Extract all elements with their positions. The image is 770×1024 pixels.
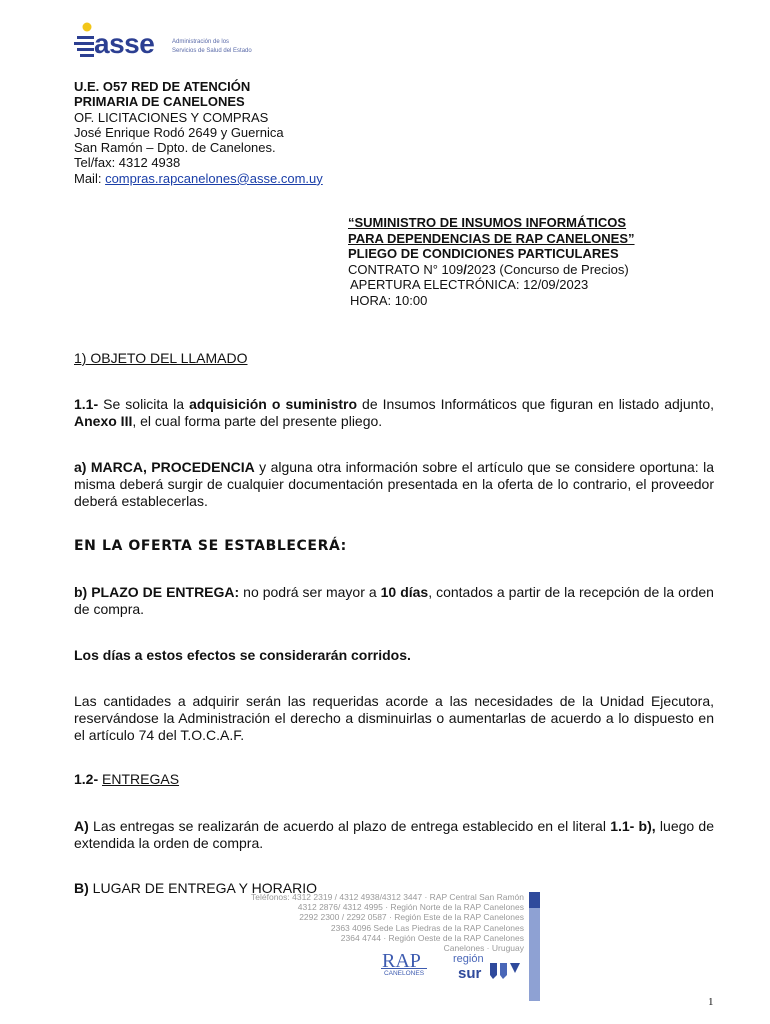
opening-time: HORA: 10:00 (350, 292, 428, 308)
region-sur-mark-icon (490, 963, 522, 979)
paragraph-a-marca: a) MARCA, PROCEDENCIA y alguna otra información sobre el artículo que se considere oportuna: la misma deberá surgir de cualquier documentación presentada en la oferta de lo contrario, el proveedor deberá establecerlas. (74, 459, 714, 509)
paragraph-1-1: 1.1- Se solicita la adquisición o suministro de Insumos Informáticos que figuran en listado adjunto, Anexo III, el cual forma parte del presente pliego. (74, 396, 715, 429)
footer-bar-dark (529, 892, 540, 908)
title-line1: “SUMINISTRO DE INSUMOS INFORMÁTICOS (348, 215, 627, 230)
footer-phone-list: Teléfonos: 4312 2319 / 4312 4938/4312 3447 · RAP Central San Ramón 4312 2876/ 4312 4995 · Región Norte de la RAP Canelones 2292 2300 / 2292 0587 · Región Este de la RAP Canelones 2363 4096 Sede Las Piedras de la RAP Canelones 2364 4744 · Región Oeste de la RAP Canelones Canelones · Uruguay (251, 892, 524, 954)
opening-date: APERTURA ELECTRÓNICA: 12/09/2023 (350, 277, 589, 292)
asse-logo (74, 20, 254, 64)
logo-tagline: Administración de los Servicios de Salud del Estado (172, 39, 252, 54)
pliego-title: PLIEGO DE CONDICIONES PARTICULARES (348, 246, 619, 261)
email-link[interactable]: compras.rapcanelones@asse.com.uy (105, 170, 323, 186)
unit-name-line1: U.E. O57 RED DE ATENCIÓN (74, 79, 251, 94)
paragraph-b-plazo: b) PLAZO DE ENTREGA: no podrá ser mayor a 10 días, contados a partir de la recepción de la orden de compra. (74, 584, 714, 617)
footer-bar-light (529, 908, 540, 1001)
asse-logo-icon (74, 22, 96, 62)
page-number: 1 (708, 996, 714, 1008)
street-address: José Enrique Rodó 2649 y Guernica (74, 124, 284, 140)
office-name: OF. LICITACIONES Y COMPRAS (74, 109, 269, 125)
region-logo-text: región (453, 953, 484, 965)
paragraph-A-entregas: A) Las entregas se realizarán de acuerdo al plazo de entrega establecido en el literal 1.1- b), luego de extendida la orden de compra. (74, 818, 714, 851)
logo-word: asse (94, 28, 155, 59)
paragraph-dias-corridos: Los días a estos efectos se considerarán corridos. (74, 647, 411, 663)
section-heading-entregas: 1.2- ENTREGAS (74, 771, 180, 787)
unit-name-line2: PRIMARIA DE CANELONES (74, 94, 245, 110)
paragraph-B-lugar: B) LUGAR DE ENTREGA Y HORARIO (74, 880, 317, 896)
title-line2: PARA DEPENDENCIAS DE RAP CANELONES” (348, 230, 635, 246)
mail-line: Mail: compras.rapcanelones@asse.com.uy (74, 170, 323, 186)
rap-logo-subtext: CANELONES (381, 968, 427, 977)
phone-fax: Tel/fax: 4312 4938 (74, 155, 181, 171)
title-block (348, 215, 635, 308)
region-logo-sur: sur (458, 965, 482, 982)
city-address: San Ramón – Dpto. de Canelones. (74, 140, 276, 156)
contract-number: CONTRATO N° 109/2023 (Concurso de Precios) (348, 261, 629, 277)
rap-logo-text: RAP (382, 950, 421, 972)
section-heading-objeto: 1) OBJETO DEL LLAMADO (74, 350, 248, 366)
oferta-heading: EN LA OFERTA SE ESTABLECERÁ: (74, 538, 347, 554)
sender-address (74, 79, 323, 186)
paragraph-cantidades: Las cantidades a adquirir serán las requeridas acorde a las necesidades de la Unidad Ejecutora, reservándose la Administración el derecho a disminuirlas o aumentarlas de acuerdo a lo dispuesto en el artículo 74 del T.O.C.A.F. (74, 693, 714, 743)
